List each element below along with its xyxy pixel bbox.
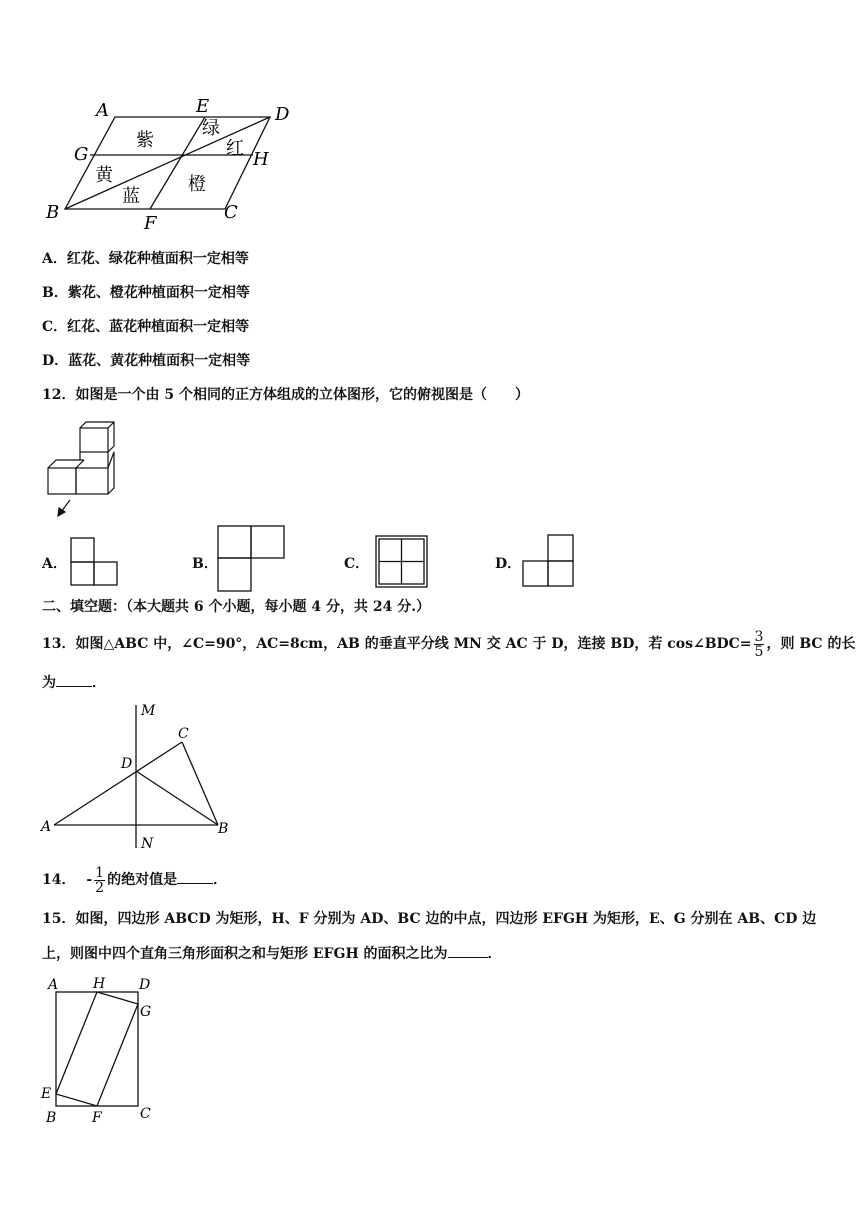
region-green: 绿 <box>202 118 220 139</box>
q13-frac-den: 5 <box>754 643 764 660</box>
q14-end: ． <box>213 872 228 888</box>
q14-text: 的绝对值是 <box>107 872 178 888</box>
q15-text: 上，则图中四个直角三角形面积之和与矩形 EFGH 的面积之比为 <box>42 946 448 962</box>
q13-question-line2 <box>42 672 106 693</box>
label-F: F <box>92 1110 102 1126</box>
label-F: F <box>144 213 157 232</box>
q12-option-b-label: B． <box>192 556 218 572</box>
q12-option-b-figure <box>217 525 287 593</box>
q11-option-b: B．紫花、橙花种植面积一定相等 <box>42 285 250 301</box>
region-purple: 紫 <box>136 130 154 151</box>
q15-question-line1: 15．如图，四边形 ABCD 为矩形，H、F 分别为 AD、BC 边的中点，四边形 EFGH 为矩形，E、G 分别在 AB、CD 边 <box>42 911 817 927</box>
region-blue: 蓝 <box>122 186 140 207</box>
q14-answer-blank[interactable] <box>177 869 213 884</box>
label-A: A <box>41 819 52 835</box>
q14-frac-den: 2 <box>95 879 105 896</box>
q12-option-a-figure <box>70 536 120 588</box>
label-E: E <box>41 1086 52 1102</box>
q13-frac-num: 3 <box>754 628 764 645</box>
q11-option-c: C．红花、蓝花种植面积一定相等 <box>42 319 250 335</box>
label-E: E <box>196 96 210 117</box>
label-D: D <box>139 977 151 993</box>
label-N: N <box>141 836 154 852</box>
label-C: C <box>140 1106 151 1122</box>
q12-question: 12．如图是一个由 5 个相同的正方体组成的立体图形，它的俯视图是（ ） <box>42 387 529 403</box>
label-A: A <box>96 100 109 121</box>
q11-option-d: D．蓝花、黄花种植面积一定相等 <box>42 353 251 369</box>
q13-text-c: 为 <box>42 675 56 691</box>
label-B: B <box>46 1110 57 1126</box>
region-red: 红 <box>226 138 244 159</box>
q15-answer-blank[interactable] <box>448 943 488 958</box>
triangle-abc-figure <box>38 700 238 855</box>
q11-option-a: A．红花、绿花种植面积一定相等 <box>42 251 249 267</box>
label-C: C <box>178 726 189 742</box>
label-G: G <box>74 144 89 165</box>
parallelogram-figure <box>40 92 310 232</box>
q13-text-b: ，则 BC 的长 <box>766 636 856 652</box>
label-A: A <box>48 977 59 993</box>
q13-text-a: 13．如图△ABC 中，∠C=90°，AC=8cm，AB 的垂直平分线 MN 交 AC 于 D，连接 BD，若 cos∠BDC= <box>42 636 752 652</box>
label-D: D <box>121 756 133 772</box>
q12-option-a-label: A． <box>42 556 67 572</box>
region-yellow: 黄 <box>95 165 113 186</box>
q12-option-d-label: D． <box>495 556 522 572</box>
q13-text-d: ． <box>92 675 106 691</box>
q12-option-c-figure <box>374 534 430 590</box>
q13-fraction <box>754 630 765 659</box>
label-H: H <box>253 149 269 170</box>
q13-question <box>42 627 855 661</box>
section-title: 二、填空题：（本大题共 6 个小题，每小题 4 分，共 24 分.） <box>42 599 431 615</box>
q14-question <box>42 862 227 898</box>
q12-option-d-figure <box>520 533 576 589</box>
region-orange: 橙 <box>188 174 206 195</box>
label-H: H <box>93 976 106 992</box>
q14-sign: - <box>86 872 93 888</box>
label-D: D <box>275 104 290 125</box>
label-B: B <box>218 821 229 837</box>
q12-option-c-label: C． <box>344 556 370 572</box>
q14-frac-num: 1 <box>95 864 105 881</box>
label-G: G <box>140 1004 152 1020</box>
q13-answer-blank[interactable] <box>56 672 92 687</box>
label-B: B <box>46 202 60 223</box>
q14-prefix: 14． <box>42 872 76 888</box>
cube-stack-figure <box>40 418 120 522</box>
label-C: C <box>224 202 238 223</box>
label-M: M <box>141 703 156 719</box>
rectangle-efgh-figure <box>38 974 168 1126</box>
q14-fraction <box>94 866 105 895</box>
q15-end: ． <box>487 946 502 962</box>
q15-question-line2 <box>42 943 502 964</box>
